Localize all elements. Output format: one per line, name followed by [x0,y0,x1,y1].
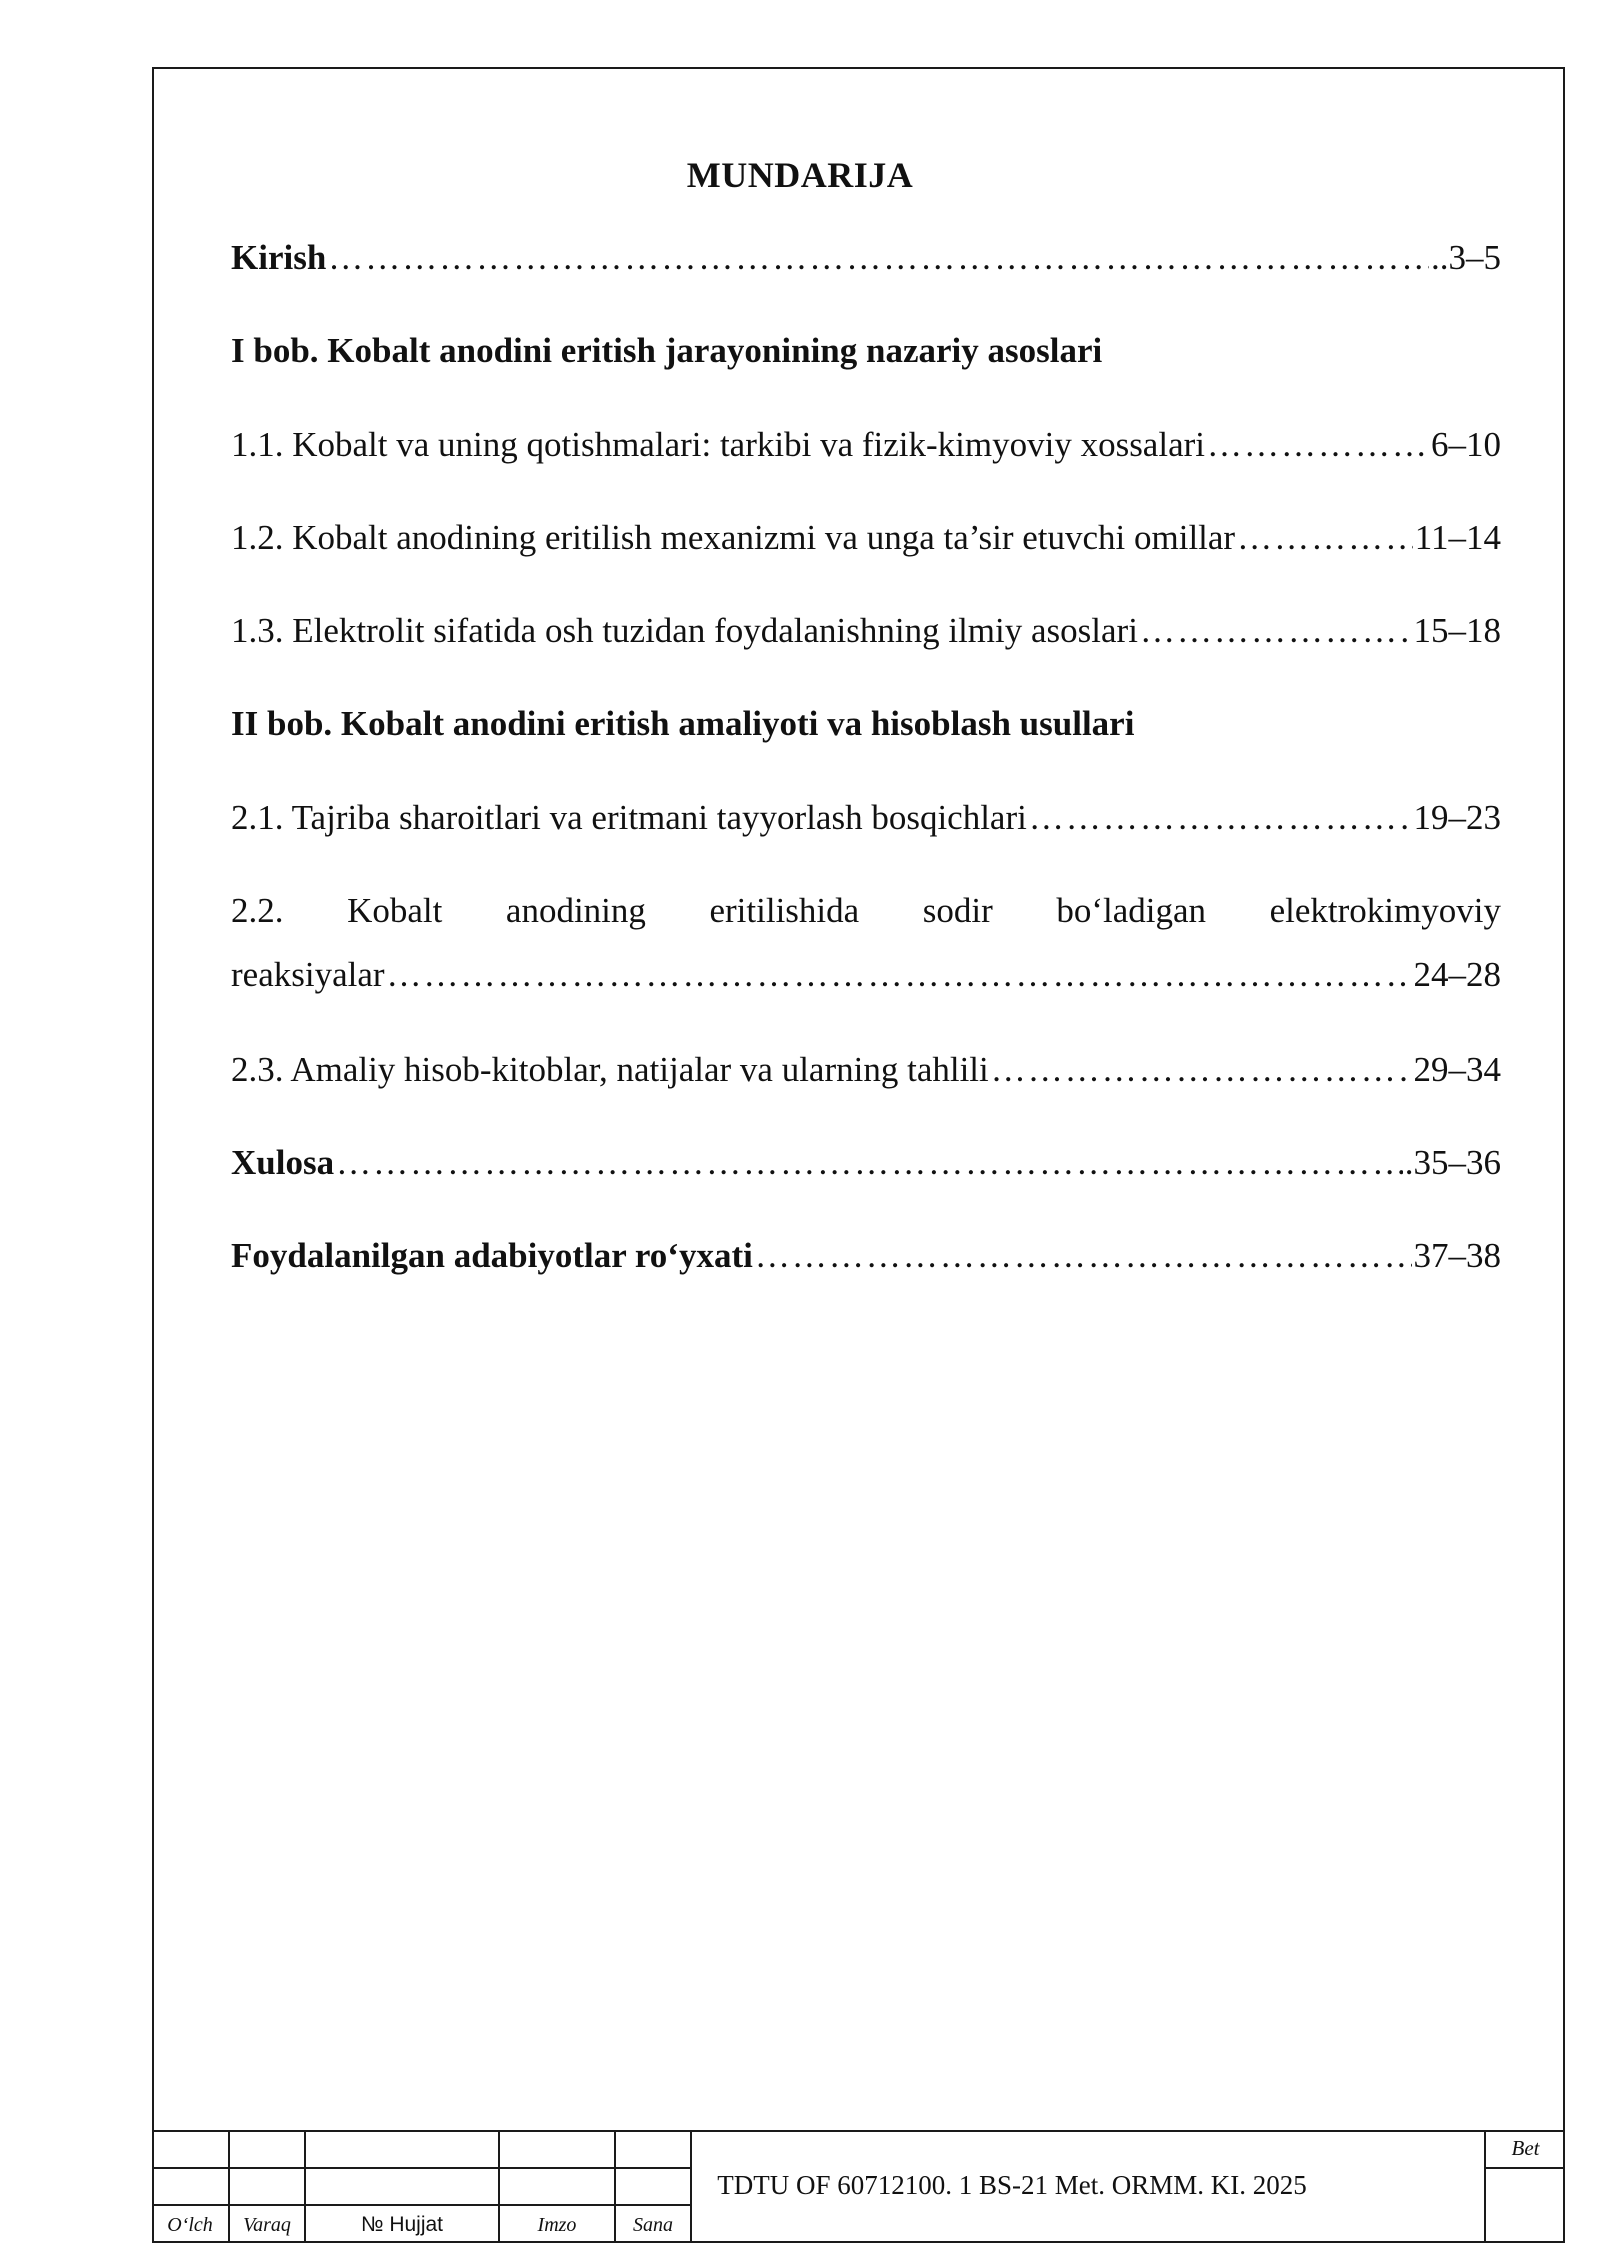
stamp-label-olch: O‘lch [167,2214,213,2236]
toc-leader-dots [1237,516,1413,560]
stamp-top-border [152,2130,1565,2132]
document-code: TDTU OF 60712100. 1 BS-21 Met. ORMM. KI. 2025 [717,2170,1307,2200]
toc-leader-dots [1207,423,1429,467]
toc-entry-pages: 24–28 [1413,955,1501,994]
toc-entry-pages: 19–23 [1413,798,1501,837]
toc-entry-label: 1.1. Kobalt va uning qotishmalari: tarkibi va fizik-kimyoviy xossalari [231,425,1205,464]
toc-entry-xulosa[interactable] [231,1141,1501,1185]
toc-entry-pages: 15–18 [1413,611,1501,650]
page-title: MUNDARIJA [686,155,914,195]
toc-leader-dots [336,1141,1403,1185]
toc-entry-pages: 37–38 [1413,1236,1501,1275]
toc-word: anodining [505,891,646,930]
toc-entry-label: 1.3. Elektrolit sifatida osh tuzidan foydalanishning ilmiy asoslari [231,611,1138,650]
toc-entry-label: Xulosa [231,1143,335,1182]
toc-entry-pages: 6–10 [1431,425,1501,464]
stamp-label-imzo: Imzo [537,2214,577,2236]
toc-word: sodir [922,891,993,930]
toc-entry-label: 2.1. Tajriba sharoitlari va eritmani tayyorlash bosqichlari [231,798,1027,837]
toc-entry-label: Foydalanilgan adabiyotlar ro‘yxati [231,1236,753,1275]
toc-leader-dots [991,1048,1412,1092]
stamp-row-divider [1486,2167,1565,2169]
toc-leader-dots [328,236,1429,280]
toc-entry-pages: ..3–5 [1431,238,1501,277]
toc-entry-pages: 29–34 [1413,1050,1501,1089]
toc-chapter-2-heading[interactable]: II bob. Kobalt anodini eritish amaliyoti va hisoblash usullari [231,704,1135,743]
toc-word: 2.2. [231,891,284,930]
toc-entry-label: 2.3. Amaliy hisob-kitoblar, natijalar va ularning tahlili [231,1050,989,1089]
toc-entry-kirish[interactable] [231,236,1501,280]
toc-entry-pages: .35–36 [1404,1143,1501,1182]
stamp-row-divider [152,2167,692,2169]
toc-entry-1-1[interactable] [231,423,1501,467]
toc-entry-1-2[interactable] [231,516,1501,560]
stamp-label-bet: Bet [1511,2136,1540,2160]
toc-entry-2-3[interactable] [231,1048,1501,1092]
toc-entry-2-1[interactable] [231,796,1501,840]
toc-entry-adabiyotlar[interactable] [231,1234,1501,1278]
toc-leader-dots [1140,609,1412,653]
toc-leader-dots [387,953,1412,997]
stamp-label-varaq: Varaq [243,2214,291,2236]
toc-entry-label: 1.2. Kobalt anodining eritilish mexanizmi va unga ta’sir etuvchi omillar [231,518,1236,557]
toc-entry-2-2-first-line [231,889,1501,933]
toc-word: elektrokimyoviy [1269,891,1501,930]
toc-leader-dots [755,1234,1412,1278]
toc-word: bo‘ladigan [1056,891,1207,930]
toc-word: Kobalt [347,891,443,930]
toc-leader-dots [1029,796,1412,840]
toc-chapter-1-heading[interactable]: I bob. Kobalt anodini eritish jarayonining nazariy asoslari [231,331,1103,370]
toc-entry-1-3[interactable] [231,609,1501,653]
toc-entry-pages: 11–14 [1414,518,1501,557]
toc-entry-label: reaksiyalar [231,955,385,994]
stamp-label-hujjat: № Hujjat [360,2213,444,2236]
title-block-stamp [152,2130,1565,2243]
toc-entry-2-2-second-line [231,953,1501,997]
stamp-label-sana: Sana [633,2214,673,2236]
toc-entry-label: Kirish [231,238,327,277]
toc-word: eritilishida [709,891,860,930]
stamp-row-divider [152,2204,692,2206]
